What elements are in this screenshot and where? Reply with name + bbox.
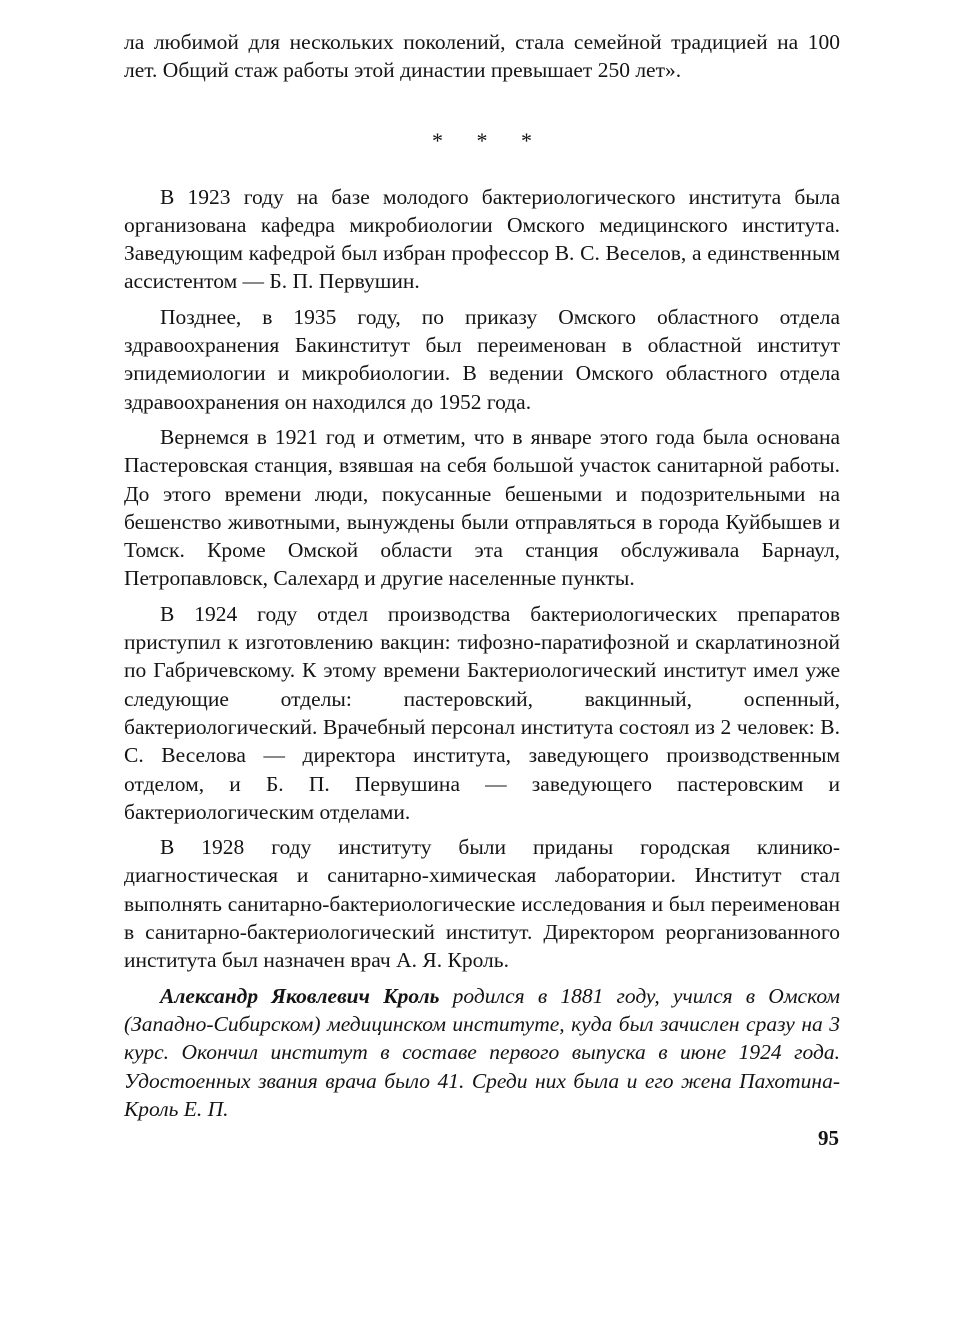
paragraph-pasteur-station: Вернемся в 1921 год и отметим, что в январе этого года была основана Пастеровская станция, взявшая на себя большой участок санитарной работы. До этого времени люди, покусанные бешеными и подозрительными на бешенство животными, вынуждены были отправляться в города Куйбышев и Томск. Кроме Омской области эта станция обслуживала Барнаул, Петропавловск, Салехард и другие населенные пункты. (124, 424, 840, 591)
paragraph-1935: Позднее, в 1935 году, по приказу Омского областного отдела здравоохранения Бакинститут был переименован в областной институт эпидемиологии и микробиологии. В ведении Омского областного отдела здравоохранения он находился до 1952 года. (124, 304, 840, 414)
paragraph-1924: В 1924 году отдел производства бактериологических препаратов приступил к изготовлению вакцин: тифозно-паратифозной и скарлатинозной по Габричевскому. К этому времени Бактериологический институт имел уже следующие отделы: пастеровский, вакцинный, оспенный, бактериологический. Врачебный персонал института состоял из 2 человек: В. С. Веселова — директора института, заведующего производственным отделом, и Б. П. Первушина — заведующего пастеровским и бактериологическим отделами. (124, 601, 840, 824)
paragraph-1928: В 1928 году институту были приданы городская клинико-диагностическая и санитарно-химическая лаборатории. Институт стал выполнять санитарно-бактериологические исследования и был переименован в санитарно-бактериологический институт. Директором реорганизованного института был назначен врач А. Я. Кроль. (124, 835, 840, 973)
book-page (124, 28, 840, 1123)
bio-name: Александр Яковлевич Кроль (160, 983, 440, 1008)
paragraph-kafedra: В 1923 году на базе молодого бактериологического института была организована кафедра микробиологии Омского медицинского института. Заведующим кафедрой был избран профессор В. С. Веселов, а единственным ассистентом — Б. П. Первушин. (124, 184, 840, 294)
continuation-text: ла любимой для нескольких поколений, стала семейной традицией на 100 лет. Общий стаж работы этой династии превышает 250 лет». (124, 30, 840, 83)
bio-text: родился в 1881 году, учился в Омском (Западно-Сибирском) медицинском институте, куда был зачислен сразу на 3 курс. Окончил институт в составе первого выпуска в июне 1924 года. Удостоенных звания врача было 41. Среди них была и его жена Пахотина-Кроль Е. П. (124, 983, 840, 1121)
page-number: 95 (818, 1126, 839, 1150)
bio-paragraph (124, 982, 840, 1123)
section-separator: * * * (432, 127, 546, 153)
